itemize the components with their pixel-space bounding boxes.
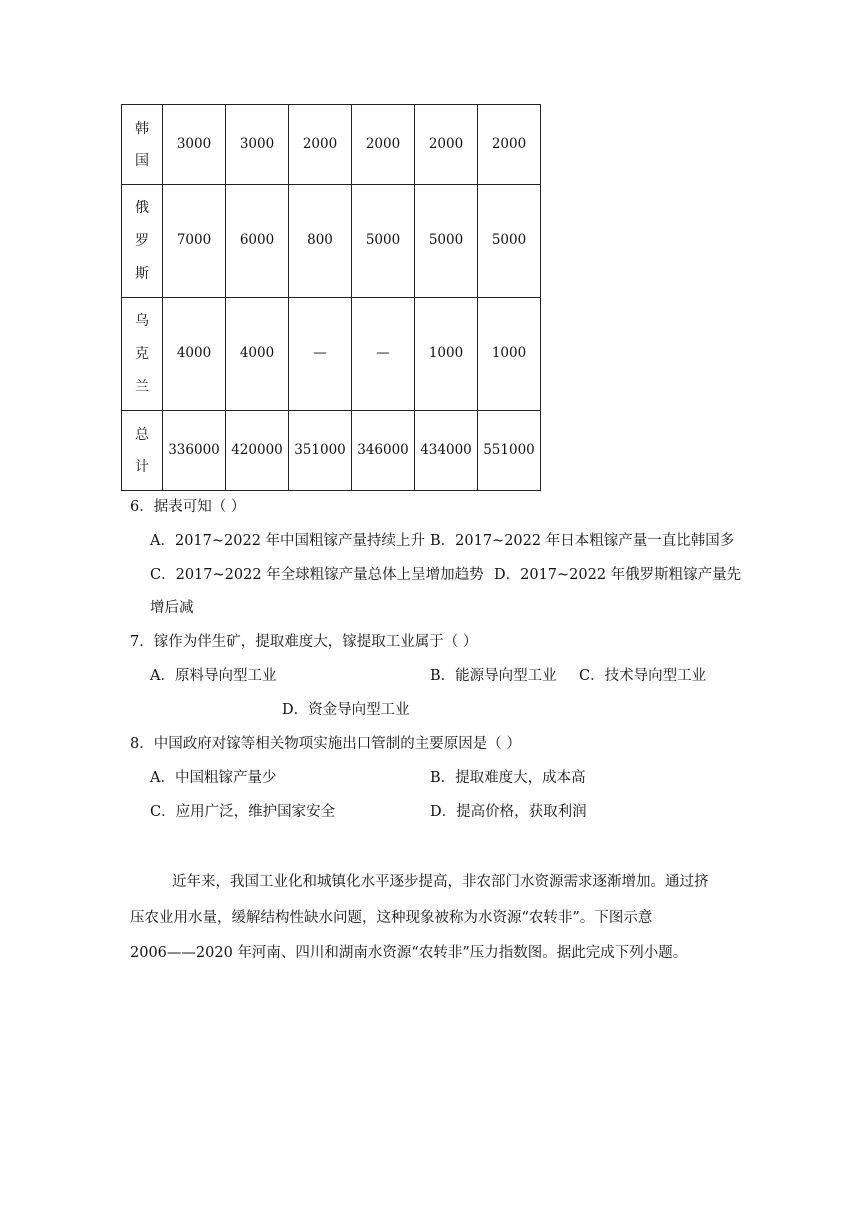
value-cell: 346000	[352, 411, 415, 491]
value-cell: 2000	[415, 105, 478, 185]
value-cell: 351000	[289, 411, 352, 491]
country-cell	[122, 298, 163, 411]
country-cell	[122, 411, 163, 491]
question-6-stem: 6．据表可知（ ）	[130, 499, 246, 515]
value-cell: —	[289, 298, 352, 411]
table-row	[122, 298, 541, 411]
value-cell: 420000	[226, 411, 289, 491]
question-7-option-b: B．能源导向型工业	[430, 668, 557, 684]
value-cell: 3000	[163, 105, 226, 185]
value-cell: 3000	[226, 105, 289, 185]
value-cell: 551000	[478, 411, 541, 491]
value-cell: 5000	[352, 185, 415, 298]
value-cell: 7000	[163, 185, 226, 298]
question-8-option-a: A．中国粗镓产量少	[150, 770, 277, 786]
question-8-option-c: C．应用广泛，维护国家安全	[150, 804, 336, 820]
value-cell: 434000	[415, 411, 478, 491]
country-cell	[122, 185, 163, 298]
value-cell: 4000	[226, 298, 289, 411]
value-cell: 4000	[163, 298, 226, 411]
table-row	[122, 411, 541, 491]
value-cell: 5000	[478, 185, 541, 298]
value-cell: 5000	[415, 185, 478, 298]
country-name: 总 计	[135, 426, 149, 475]
question-8-stem: 8．中国政府对镓等相关物项实施出口管制的主要原因是（ ）	[130, 736, 521, 752]
question-6-option-a: A．2017~2022 年中国粗镓产量持续上升	[150, 533, 426, 549]
question-7-option-d: D．资金导向型工业	[282, 702, 410, 718]
value-cell: 2000	[478, 105, 541, 185]
question-6-option-c: C．2017~2022 年全球粗镓产量总体上呈增加趋势	[150, 567, 484, 583]
country-cell	[122, 105, 163, 185]
country-name: 韩 国	[135, 120, 149, 169]
country-name: 俄 罗 斯	[135, 200, 149, 282]
passage-line-3: 2006——2020 年河南、四川和湖南水资源“农转非”压力指数图。据此完成下列小题。	[130, 945, 688, 961]
table-row	[122, 105, 541, 185]
question-7-option-a: A．原料导向型工业	[150, 668, 277, 684]
value-cell: 800	[289, 185, 352, 298]
table-row	[122, 185, 541, 298]
value-cell: 336000	[163, 411, 226, 491]
question-7-stem: 7．镓作为伴生矿，提取难度大，镓提取工业属于（ ）	[130, 634, 478, 650]
value-cell: 2000	[352, 105, 415, 185]
value-cell: 2000	[289, 105, 352, 185]
gallium-production-table	[121, 104, 541, 491]
value-cell: 6000	[226, 185, 289, 298]
value-cell: 1000	[478, 298, 541, 411]
country-name: 乌 克 兰	[135, 313, 149, 395]
question-6-option-d-continued: 增后减	[150, 600, 194, 616]
question-6-option-b: B．2017~2022 年日本粗镓产量一直比韩国多	[430, 533, 735, 549]
question-8-option-d: D．提高价格，获取利润	[430, 804, 587, 820]
passage-line-1: 近年来，我国工业化和城镇化水平逐步提高，非农部门水资源需求逐渐增加。通过挤	[172, 874, 709, 890]
question-8-option-b: B．提取难度大，成本高	[430, 770, 586, 786]
question-7-option-c: C．技术导向型工业	[579, 668, 707, 684]
value-cell: —	[352, 298, 415, 411]
passage-line-2: 压农业用水量，缓解结构性缺水问题，这种现象被称为水资源“农转非”。下图示意	[130, 910, 653, 926]
question-6-option-d: D．2017~2022 年俄罗斯粗镓产量先	[494, 567, 742, 583]
value-cell: 1000	[415, 298, 478, 411]
